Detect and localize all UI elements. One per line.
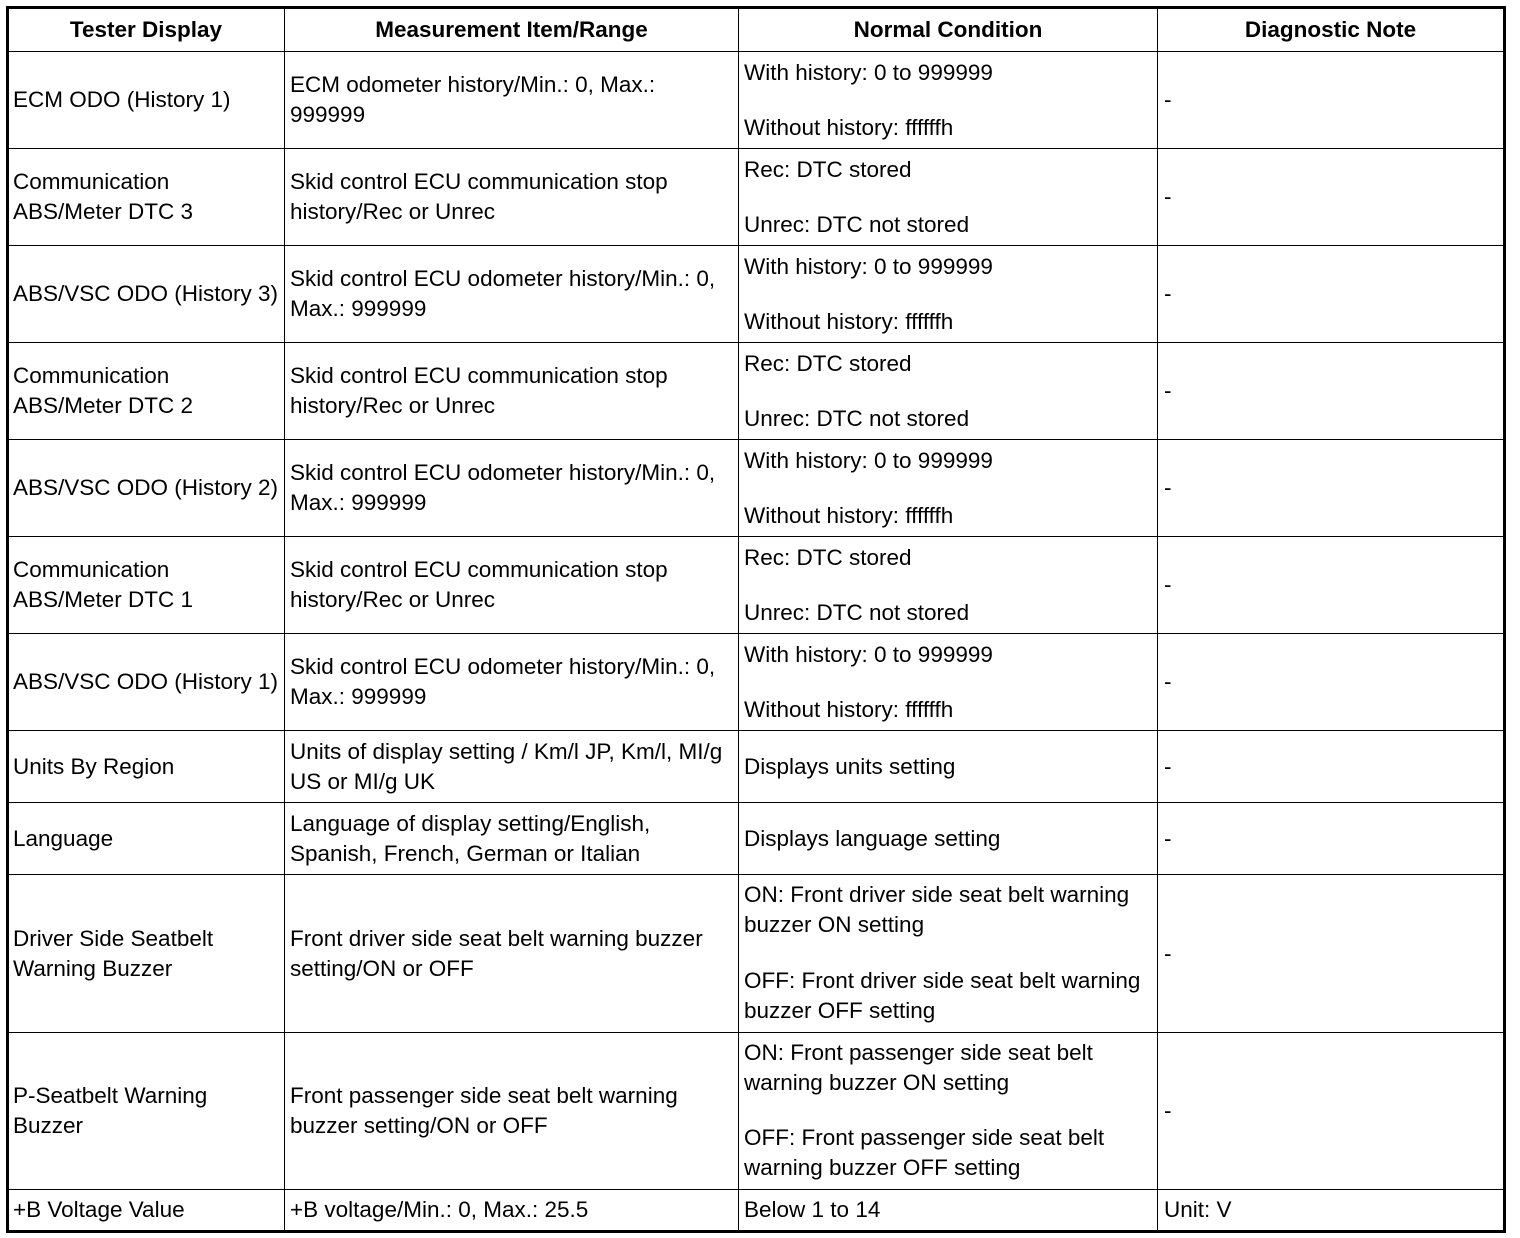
measurement-cell: Front driver side seat belt warning buzzer setting/ON or OFF (284, 875, 738, 1032)
measurement-cell: Front passenger side seat belt warning buzzer setting/ON or OFF (284, 1033, 738, 1189)
diagnostic-note-cell: - (1157, 803, 1503, 874)
normal-condition-cell (738, 343, 1157, 439)
table-row (9, 874, 1503, 1032)
condition-line: Without history: ffffffh (744, 697, 954, 722)
normal-condition-cell (738, 803, 1157, 874)
diagnostic-note-cell: - (1157, 1033, 1503, 1189)
table-row (9, 342, 1503, 439)
condition-line: With history: 0 to 999999 (744, 642, 993, 667)
table-row (9, 730, 1503, 802)
normal-condition-cell (738, 1033, 1157, 1189)
condition-line: With history: 0 to 999999 (744, 448, 993, 473)
normal-condition-cell (738, 440, 1157, 536)
diagnostic-note-cell: Unit: V (1157, 1190, 1503, 1230)
tester-display-cell: Communication ABS/Meter DTC 2 (13, 363, 194, 418)
tester-display-cell: Driver Side Seatbelt Warning Buzzer (13, 925, 214, 981)
measurement-cell: Skid control ECU communication stop history/Rec or Unrec (284, 537, 738, 633)
table-row (9, 245, 1503, 342)
normal-condition-cell (738, 246, 1157, 342)
condition-line: Rec: DTC stored (744, 545, 912, 570)
normal-condition-cell (738, 52, 1157, 148)
condition-line: With history: 0 to 999999 (744, 254, 993, 279)
tester-display-cell: ECM ODO (History 1) (13, 87, 231, 112)
header-measurement-item-range: Measurement Item/Range (284, 9, 738, 51)
header-tester-display: Tester Display (69, 17, 223, 42)
condition-line: Without history: ffffffh (744, 503, 954, 528)
header-diagnostic-note: Diagnostic Note (1157, 9, 1503, 51)
table-row (9, 536, 1503, 633)
diagnostic-note-cell: - (1157, 731, 1503, 802)
diagnostic-note-cell: - (1157, 875, 1503, 1032)
tester-display-cell: ABS/VSC ODO (History 1) (13, 669, 279, 694)
condition-line: Rec: DTC stored (744, 157, 912, 182)
table-row (9, 1032, 1503, 1189)
condition-line: Displays language setting (744, 825, 1001, 851)
measurement-cell: Skid control ECU odometer history/Min.: 0, Max.: 999999 (284, 440, 738, 536)
condition-line: Rec: DTC stored (744, 351, 912, 376)
condition-line: Unrec: DTC not stored (744, 212, 970, 237)
table-header-row (9, 9, 1503, 51)
measurement-cell: Language of display setting/English, Spanish, French, German or Italian (284, 803, 738, 874)
table-row (9, 439, 1503, 536)
measurement-cell: Skid control ECU odometer history/Min.: 0, Max.: 999999 (284, 634, 738, 730)
condition-line: ON: Front passenger side seat belt warning buzzer ON setting (744, 1040, 1093, 1095)
data-table (6, 6, 1506, 1233)
condition-line: Without history: ffffffh (744, 115, 954, 140)
tester-display-cell: Language (13, 825, 114, 851)
condition-line: OFF: Front passenger side seat belt warning buzzer OFF setting (744, 1125, 1105, 1180)
header-normal-condition: Normal Condition (738, 9, 1157, 51)
condition-line: Unrec: DTC not stored (744, 600, 970, 625)
diagnostic-note-cell: - (1157, 634, 1503, 730)
normal-condition-cell (738, 731, 1157, 802)
diagnostic-note-cell: - (1157, 440, 1503, 536)
condition-line: OFF: Front driver side seat belt warning buzzer OFF setting (744, 968, 1141, 1023)
measurement-cell: Skid control ECU communication stop history/Rec or Unrec (284, 343, 738, 439)
diagnostic-note-cell: - (1157, 149, 1503, 245)
measurement-cell: Skid control ECU communication stop history/Rec or Unrec (284, 149, 738, 245)
normal-condition-cell (738, 875, 1157, 1032)
tester-display-cell: P-Seatbelt Warning Buzzer (13, 1083, 208, 1138)
measurement-cell: Units of display setting / Km/l JP, Km/l, MI/g US or MI/g UK (284, 731, 738, 802)
normal-condition-cell (738, 1190, 1157, 1230)
diagnostic-note-cell: - (1157, 246, 1503, 342)
tester-display-cell: +B Voltage Value (13, 1197, 185, 1222)
tester-display-cell: Communication ABS/Meter DTC 1 (13, 557, 194, 612)
normal-condition-cell (738, 634, 1157, 730)
tester-display-cell: Communication ABS/Meter DTC 3 (13, 169, 194, 224)
table-row (9, 148, 1503, 245)
tester-display-cell: ABS/VSC ODO (History 3) (13, 281, 279, 306)
diagnostic-note-cell: - (1157, 537, 1503, 633)
measurement-cell: ECM odometer history/Min.: 0, Max.: 999999 (284, 52, 738, 148)
condition-line: ON: Front driver side seat belt warning buzzer ON setting (744, 882, 1130, 937)
table-row (9, 633, 1503, 730)
condition-line: Below 1 to 14 (744, 1197, 881, 1222)
condition-line: Displays units setting (744, 753, 956, 779)
table-row (9, 1189, 1503, 1230)
condition-line: With history: 0 to 999999 (744, 60, 993, 85)
table-row (9, 802, 1503, 874)
table-row (9, 51, 1503, 148)
measurement-cell: Skid control ECU odometer history/Min.: 0, Max.: 999999 (284, 246, 738, 342)
tester-display-cell: ABS/VSC ODO (History 2) (13, 475, 279, 500)
diagnostic-note-cell: - (1157, 52, 1503, 148)
condition-line: Without history: ffffffh (744, 309, 954, 334)
normal-condition-cell (738, 537, 1157, 633)
measurement-cell: +B voltage/Min.: 0, Max.: 25.5 (284, 1190, 738, 1230)
diagnostic-note-cell: - (1157, 343, 1503, 439)
tester-display-cell: Units By Region (13, 753, 175, 779)
normal-condition-cell (738, 149, 1157, 245)
condition-line: Unrec: DTC not stored (744, 406, 970, 431)
